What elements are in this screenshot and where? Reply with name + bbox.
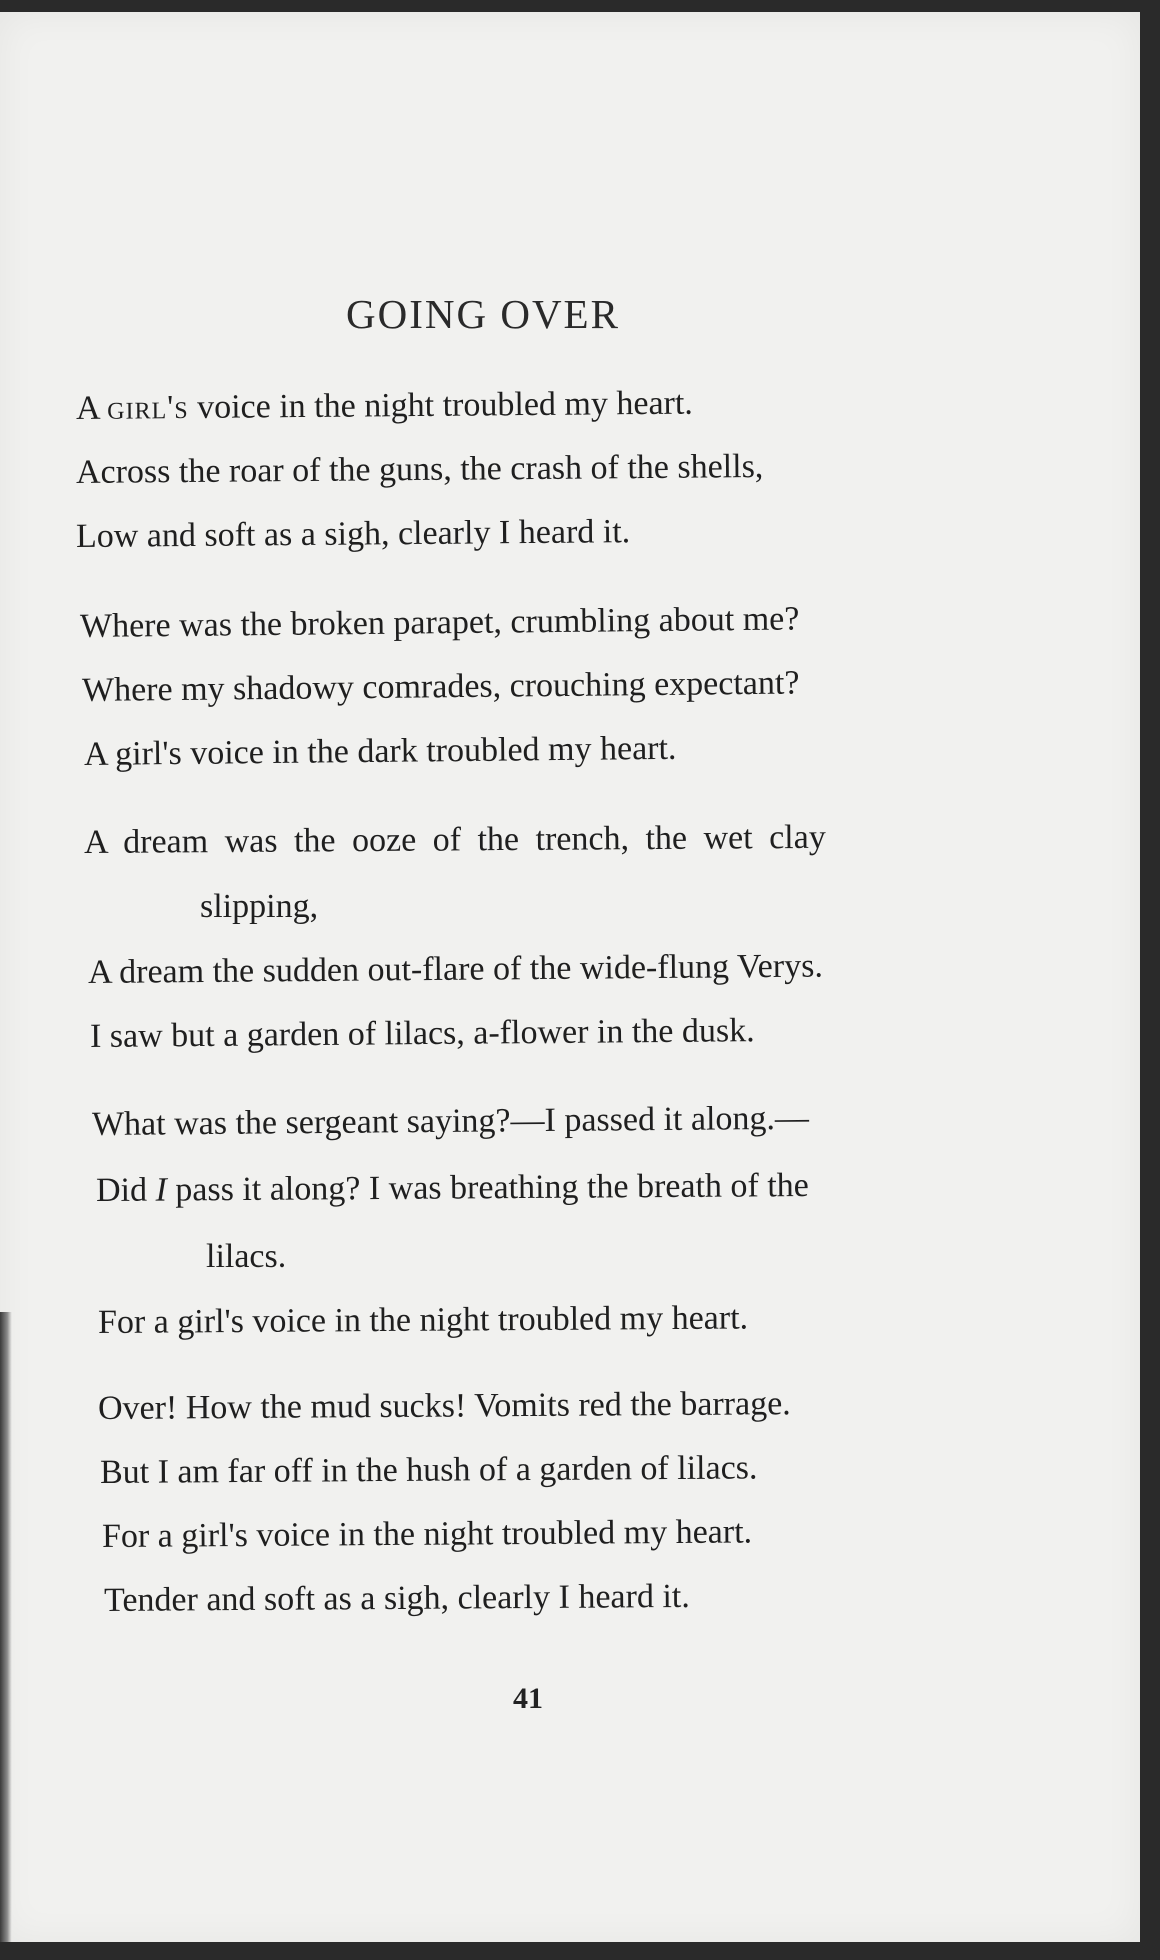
poem-line: What was the sergeant saying?—I passed it along.— — [91, 1099, 810, 1143]
poem-line: Where was the broken parapet, crumbling about me? — [79, 600, 800, 645]
poem-line: I saw but a garden of lilacs, a-flower in the dusk. — [89, 1012, 755, 1055]
poem-line: Did I pass it along? I was breathing the breath of the — [95, 1167, 809, 1209]
poem-body — [0, 12, 1140, 1942]
poem-line: Over! How the mud sucks! Vomits red the barrage. — [97, 1385, 791, 1427]
poem-line: For a girl's voice in the night troubled my heart. — [97, 1299, 749, 1341]
poem-line: slipping, — [200, 888, 319, 925]
poem-line: lilacs. — [206, 1238, 287, 1275]
poem-line: A dream was the ooze of the trench, the wet clay — [83, 818, 826, 861]
poem-line: Tender and soft as a sigh, clearly I heard it. — [103, 1577, 690, 1619]
book-page — [0, 12, 1140, 1942]
poem-title: GOING OVER — [346, 291, 620, 337]
poem-line: A dream the sudden out-flare of the wide-flung Verys. — [87, 947, 824, 991]
poem-line: Where my shadowy comrades, crouching expectant? — [81, 664, 800, 709]
poem-line: A girl's voice in the night troubled my heart. — [75, 384, 694, 427]
poem-line: Low and soft as a sigh, clearly I heard it. — [75, 513, 631, 555]
poem-line: Across the roar of the guns, the crash of the shells, — [75, 448, 764, 491]
poem-line: For a girl's voice in the night troubled my heart. — [101, 1513, 753, 1555]
poem-line: But I am far off in the hush of a garden of lilacs. — [99, 1449, 758, 1491]
poem-line: A girl's voice in the dark troubled my heart. — [83, 729, 677, 773]
page-number: 41 — [513, 1682, 543, 1715]
